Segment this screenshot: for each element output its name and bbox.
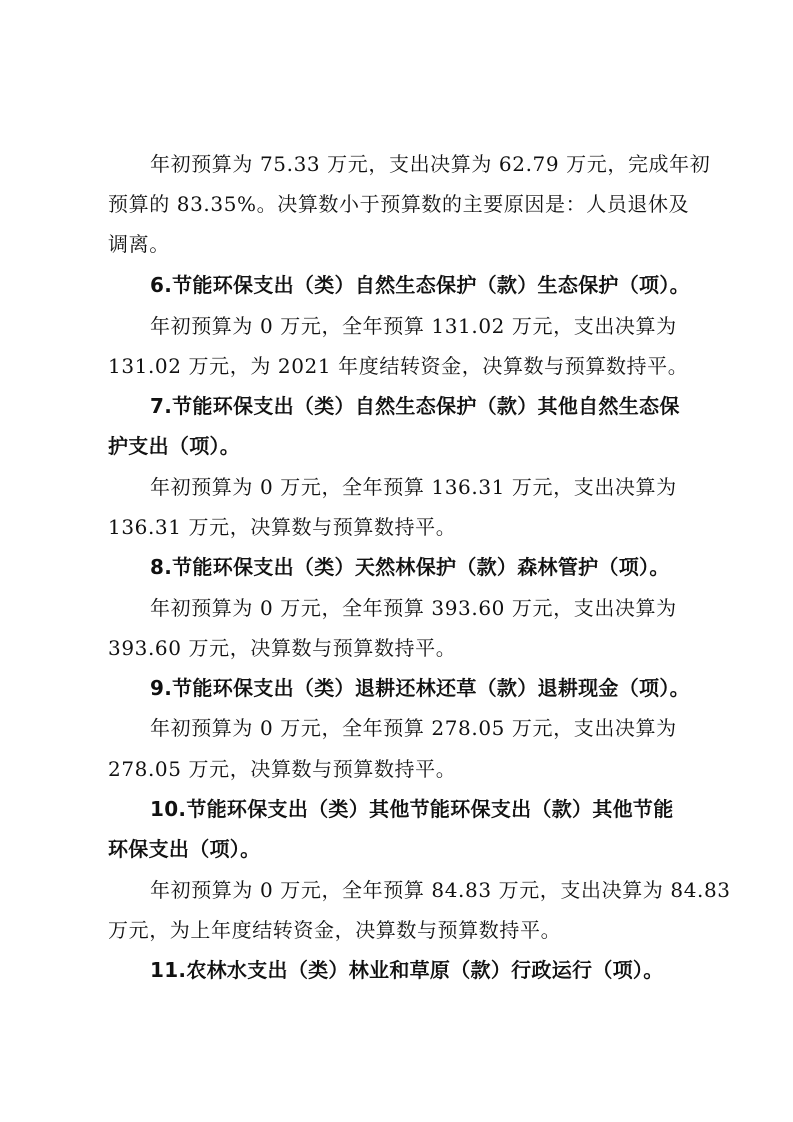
paragraph-line: 131.02 万元，为 2021 年度结转资金，决算数与预算数持平。 xyxy=(108,354,689,378)
section-heading-7: 7.节能环保支出（类）自然生态保护（款）其他自然生态保 xyxy=(150,394,680,418)
paragraph-line: 年初预算为 0 万元，全年预算 84.83 万元，支出决算为 84.83 xyxy=(150,878,731,902)
section-heading-10: 10.节能环保支出（类）其他节能环保支出（款）其他节能 xyxy=(150,797,674,821)
section-heading-8: 8.节能环保支出（类）天然林保护（款）森林管护（项）。 xyxy=(150,555,670,579)
paragraph-line: 278.05 万元，决算数与预算数持平。 xyxy=(108,757,457,781)
section-heading-6: 6.节能环保支出（类）自然生态保护（款）生态保护（项）。 xyxy=(150,273,690,297)
paragraph-line: 预算的 83.35%。决算数小于预算数的主要原因是：人员退休及 xyxy=(108,192,690,216)
section-heading-9: 9.节能环保支出（类）退耕还林还草（款）退耕现金（项）。 xyxy=(150,676,690,700)
paragraph-line: 年初预算为 0 万元，全年预算 136.31 万元，支出决算为 xyxy=(150,475,677,499)
paragraph-line: 万元，为上年度结转资金，决算数与预算数持平。 xyxy=(108,918,562,942)
section-heading-7-cont: 护支出（项）。 xyxy=(108,434,241,458)
paragraph-line: 年初预算为 0 万元，全年预算 278.05 万元，支出决算为 xyxy=(150,716,677,740)
section-heading-11: 11.农林水支出（类）林业和草原（款）行政运行（项）。 xyxy=(150,958,664,982)
paragraph-line: 调离。 xyxy=(108,232,170,256)
paragraph-line: 年初预算为 0 万元，全年预算 131.02 万元，支出决算为 xyxy=(150,314,677,338)
paragraph-line: 393.60 万元，决算数与预算数持平。 xyxy=(108,636,457,660)
paragraph-line: 136.31 万元，决算数与预算数持平。 xyxy=(108,515,457,539)
paragraph-line: 年初预算为 0 万元，全年预算 393.60 万元，支出决算为 xyxy=(150,596,677,620)
section-heading-10-cont: 环保支出（项）。 xyxy=(108,837,261,861)
paragraph-line: 年初预算为 75.33 万元，支出决算为 62.79 万元，完成年初 xyxy=(150,152,711,176)
